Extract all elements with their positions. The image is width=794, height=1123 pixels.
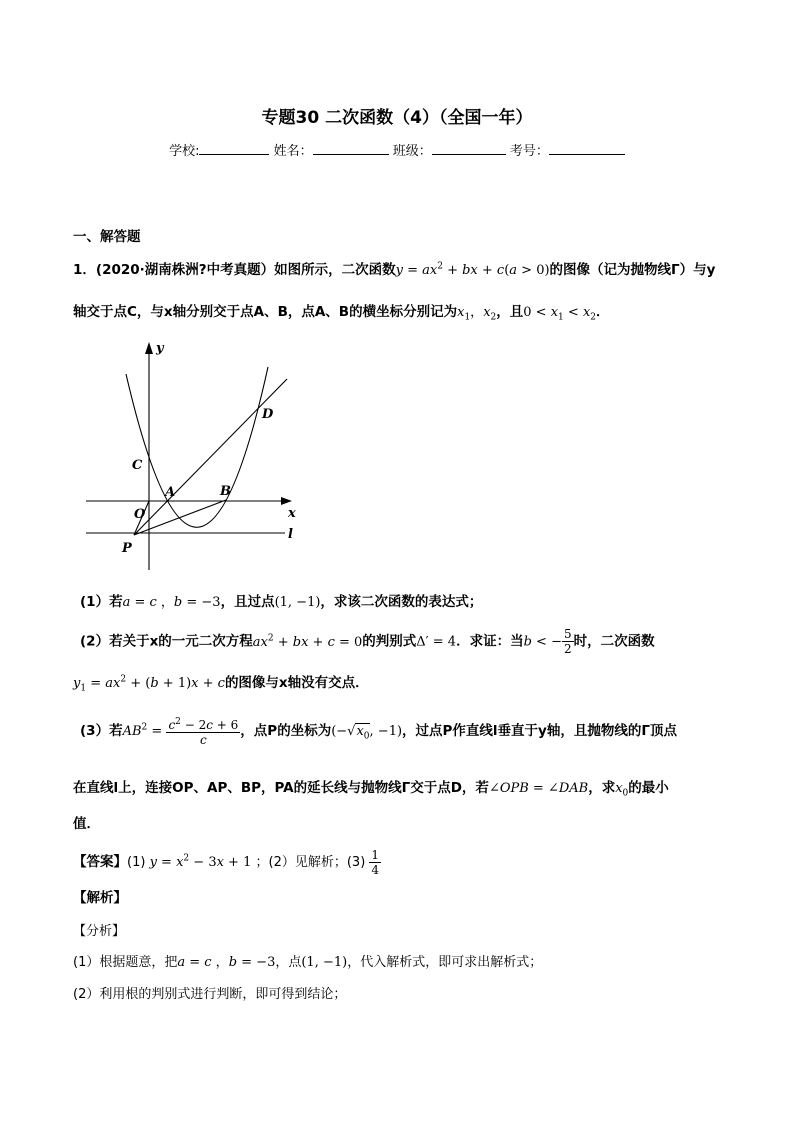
- p3-text-d: 在直线l上，连接OP、AP、BP，PA的延长线与抛物线Γ交于点D，若: [73, 780, 489, 796]
- school-blank: [199, 142, 269, 155]
- segment-pb: [134, 500, 226, 535]
- p1-text-b: ，且过点: [220, 594, 275, 610]
- p2-text-b: 的判别式: [362, 633, 417, 650]
- q1-part2-line2: [73, 671, 369, 694]
- s1-text-a: (1）根据题意，把: [73, 955, 178, 970]
- section-heading: 一、解答题: [73, 229, 141, 245]
- p2-delta-math: Δ′ = 4: [416, 634, 457, 650]
- number-blank: [549, 142, 625, 155]
- answer-line: [73, 848, 381, 877]
- q1-line2-text: 轴交于点C，与x轴分别交于点A、B，点A、B的横坐标分别记为: [73, 304, 458, 320]
- label-o: O: [134, 507, 146, 522]
- label-a: A: [165, 485, 176, 500]
- page-title: 专题30 二次函数（4）（全国一年）: [261, 108, 533, 128]
- p3-text-c: ，过点P作直线l垂直于y轴，且抛物线的Γ顶点: [402, 723, 677, 739]
- p2-fraction: $\frac{5}{2}$: [563, 627, 572, 656]
- p3-text-b: ，点P的坐标为: [240, 723, 332, 739]
- p3-p-coord-math: ($-√x_0$, −1): [331, 724, 403, 742]
- answer-fraction-num: 1: [371, 848, 380, 862]
- p2-text-c: ．求证：当: [456, 633, 524, 650]
- q1-part3-line2: [73, 776, 669, 799]
- q1-formula: $y = ax^2$ + bx + c(a > 0): [395, 261, 550, 278]
- answer-label: 【答案】: [73, 854, 127, 870]
- answer-fraction-den: 4: [371, 863, 380, 877]
- class-label: 班级：: [392, 144, 432, 159]
- analysis-step1: [73, 951, 542, 970]
- q1-line1-tail: 的图像（记为抛物线Γ）与y: [549, 262, 716, 278]
- s1-point-math: (1, −1): [301, 955, 348, 970]
- analysis-step2: (2）利用根的判别式进行判断，即可得到结论；: [73, 987, 347, 1002]
- label-y: y: [156, 341, 164, 356]
- label-l: l: [288, 527, 293, 542]
- p2-y1-math: $y_1 = ax^2 + (b + 1)x + c$: [73, 674, 225, 694]
- q1-part3-line1: [80, 715, 677, 747]
- p2-b-bound-math: b < −: [523, 634, 562, 650]
- answer-expression-math: $y = x^2 - 3x + 1$: [149, 853, 252, 870]
- s1-text-c: ，代入解析式，即可求出解析式；: [347, 955, 543, 970]
- inequality-math: $0 < x_1 < x_2$: [523, 305, 597, 323]
- label-x: x: [288, 506, 296, 521]
- label-b: B: [220, 484, 231, 499]
- q1-line1: [73, 258, 715, 278]
- p3-text-f: 的最小: [628, 780, 669, 796]
- p3-x0-math: $x_0$: [615, 781, 629, 799]
- class-blank: [432, 142, 506, 155]
- answer-rest: ；(2）见解析；(3): [255, 855, 366, 870]
- p3-angle-math: ∠OPB = ∠DAB: [488, 781, 589, 796]
- answer-part1-label: (1): [127, 855, 146, 870]
- student-info-line: [0, 140, 794, 159]
- name-label: 姓名：: [273, 144, 313, 159]
- p2-text-e: 的图像与x轴没有交点．: [224, 675, 369, 691]
- p2-text-a: (2）若关于x的一元二次方程: [80, 633, 253, 650]
- p2-equation-math: $ax^2$ + bx + c = 0: [252, 633, 363, 650]
- school-label: 学校:: [169, 144, 200, 159]
- q1-line1-text: 1．(2020·湖南株洲?中考真题）如图所示，二次函数: [73, 262, 396, 278]
- analysis-label: 【解析】: [73, 890, 127, 906]
- label-d: D: [262, 407, 274, 422]
- s1-cond-math: a = c ，b = −3: [177, 955, 276, 970]
- q1-line2-and: ，且: [496, 304, 524, 320]
- q1-line2-end: ．: [596, 304, 610, 320]
- parabola-figure: [80, 330, 320, 580]
- answer-fraction: [369, 848, 381, 877]
- name-blank: [313, 142, 389, 155]
- p3-fraction: $\frac{c^2 - 2c + 6}{c}$: [168, 717, 239, 747]
- p3-text-a: (3）若: [80, 723, 123, 739]
- s1-text-b: ，点: [275, 955, 302, 970]
- q1-part3-line3: 值．: [73, 816, 100, 832]
- p2-text-d: 时，二次函数: [573, 633, 655, 650]
- number-label: 考号：: [509, 144, 549, 159]
- parabola-curve: [126, 367, 268, 527]
- q1-line2: [73, 300, 610, 323]
- p1-text-c: ，求该二次函数的表达式；: [320, 594, 483, 610]
- p1-cond-math: a = c ，b = −3: [122, 595, 221, 610]
- p1-point-math: (1, −1): [274, 595, 321, 610]
- p1-text-a: (1）若: [80, 594, 123, 610]
- q1-part1: [80, 590, 482, 610]
- x1-x2-math: $x_1$，$x_2$: [457, 305, 497, 323]
- p3-ab-math: $AB^2$ =: [122, 722, 167, 739]
- label-c: C: [132, 458, 143, 473]
- q1-part2-line1: [80, 627, 655, 656]
- y-axis-arrow: [145, 342, 153, 354]
- line-pd: [134, 379, 287, 535]
- p3-text-e: ，求: [588, 780, 616, 796]
- analysis-sub-label: 【分析】: [73, 924, 126, 939]
- x-axis-arrow: [281, 497, 292, 505]
- label-p: P: [122, 541, 132, 556]
